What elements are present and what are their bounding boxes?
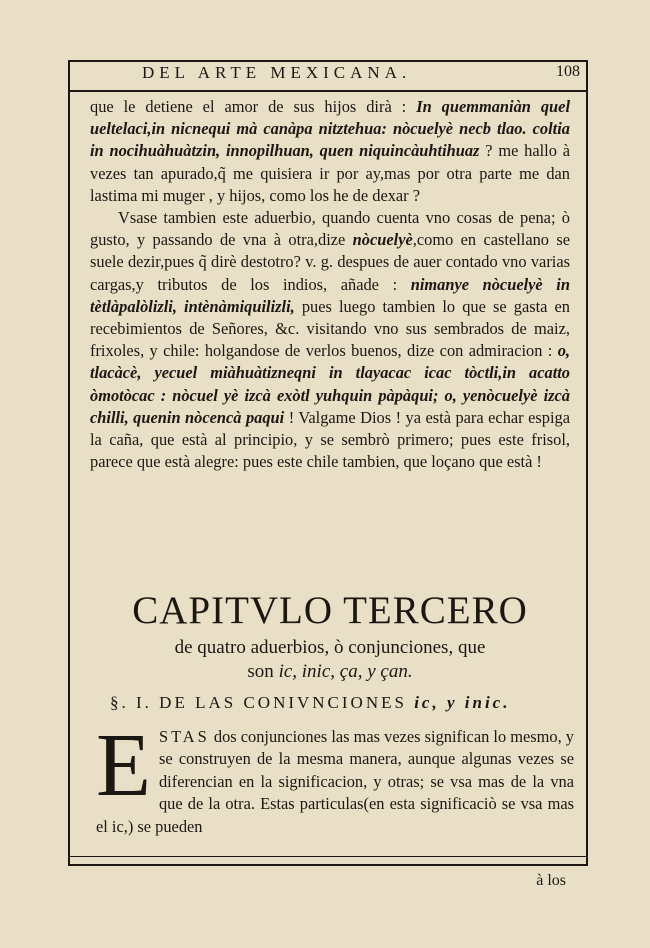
p2-text-a: Vsase tambien este aduerbio, quando cuenta vno cosas de pena; ò gusto, y passando de vna à otra,dize bbox=[90, 208, 570, 250]
p1-nahuatl-a: In quemmaniàn bbox=[416, 97, 531, 116]
p2-text-b: ,como en castellano se suele dezir,pues q̃ dirè destotro? v. g. despues de auer contado vno varias cargas,y tributos de los indios, añade : bbox=[90, 230, 570, 294]
header-rule bbox=[70, 90, 586, 92]
p2-nahuatl-c: o, tlacàcè, yecuel miàhuàtizneqni in tlayacac icac tòctli,in acatto òmotòcac : nòcuel yè izcà exòtl yuhquin pàpàqui; o, yenòcuelyè izcà chilli, quenin nòcencà paqui bbox=[90, 341, 570, 427]
chapter-subtitle-line2 bbox=[80, 660, 580, 684]
chapter-heading bbox=[80, 588, 580, 684]
section-title: DE LAS CONIVNCIONES bbox=[159, 693, 407, 712]
catchword: à los bbox=[536, 872, 566, 889]
paragraph-1 bbox=[90, 96, 570, 207]
chapter-subtitle-line1: de quatro aduerbios, ò conjunciones, que bbox=[174, 637, 486, 658]
p1-text-b: ? me hallo à vezes tan apurado,q̃ me quisiera ir por ay,mas por otra parte me dan lastima mi muger , y hijos, como los he de dexar ? bbox=[90, 141, 570, 205]
page-number: 108 bbox=[556, 63, 580, 80]
section-paragraph-text: dos conjunciones las mas vezes significan lo mesmo, y se construyen de la mesma manera, aunque algunas vezes se diferencian en la significacion, y otras; se vsa mas de la vna que de la otra. Estas particulas(en esta significaciò se vsa mas el ic,) se pueden bbox=[96, 727, 574, 836]
p2-text-c: pues luego tambien lo que se gasta en recebimientos de Señores, &c. visitando vno sus sembrados de maiz, frixoles, y chile: holgandose de verlos buenos, dize con admiracion : bbox=[90, 296, 570, 361]
running-title: DEL ARTE MEXICANA. bbox=[142, 63, 412, 82]
section-paragraph bbox=[96, 716, 574, 838]
subtitle-words: ic, inic, ça, y çan. bbox=[278, 661, 413, 682]
page-header bbox=[80, 63, 580, 87]
p1-text-a: que le detiene el amor de sus hijos dirà : bbox=[90, 97, 417, 116]
paragraph-2 bbox=[90, 207, 570, 473]
p2-text-d: ! Valgame Dios ! ya està para echar espiga la caña, que està al principio, y se sembrò primero; pues este frisol, parece que està alegre: pues este chile tambien, que loçano que està ! bbox=[90, 407, 570, 472]
bottom-rule bbox=[70, 856, 586, 857]
subtitle-pre: son bbox=[247, 661, 279, 682]
p2-nahuatl-a: nòcuelyè bbox=[352, 230, 413, 250]
p2-nahuatl-b: nimanye nòcuelyè in tètlàpalòlizli, intènàmiquilizli, bbox=[90, 274, 570, 316]
section-words: ic, y inic. bbox=[414, 693, 511, 712]
opening-word: STAS bbox=[158, 727, 210, 746]
p1-nahuatl-c: coltia in nocihuàhuàtzin, innopilhuan, quen niquincàuhtihuaz bbox=[90, 119, 570, 161]
chapter-subtitle bbox=[80, 636, 580, 684]
chapter-title: CAPITVLO TERCERO bbox=[132, 589, 528, 632]
p1-nahuatl-b: quel ueltelaci,in nicnequi mà canàpa nitztehua: nòcuelyè necb tlao. bbox=[90, 97, 570, 139]
section-number: §. I. bbox=[110, 693, 152, 712]
body-text bbox=[90, 96, 570, 473]
drop-cap: E bbox=[96, 716, 151, 815]
section-heading bbox=[110, 693, 560, 713]
